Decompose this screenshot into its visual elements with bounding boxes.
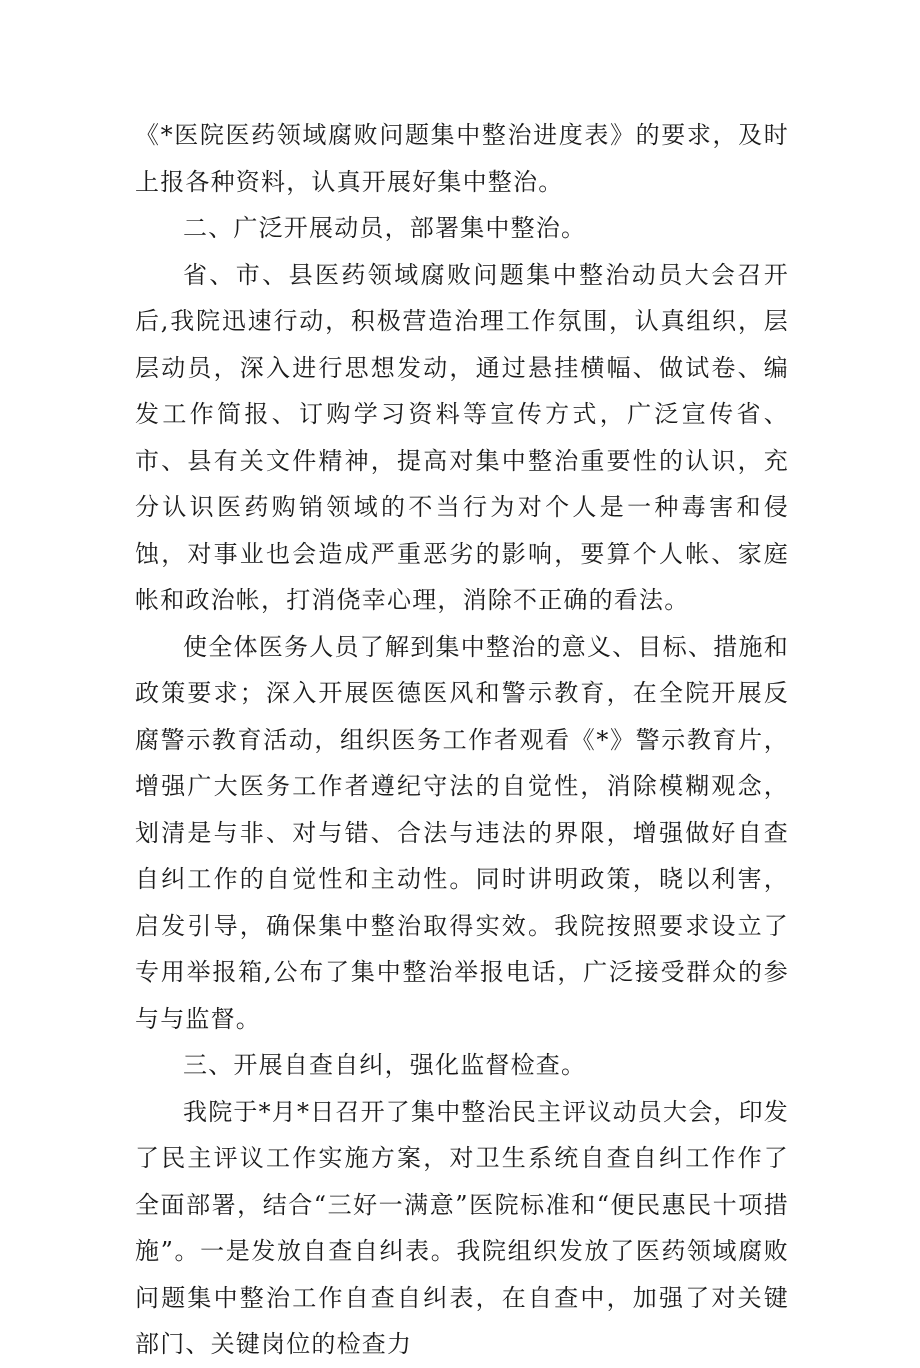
section-heading-2: 二、广泛开展动员，部署集中整治。 xyxy=(183,214,587,242)
paragraph-mobilization: 省、市、县医药领域腐败问题集中整治动员大会召开后,我院迅速行动，积极营造治理工作氛围，认真组织，层层动员，深入进行思想发动，通过悬挂横幅、做试卷、编发工作简报、订购学习资料等宣传方式，广泛宣传省、市、县有关文件精神，提高对集中整治重要性的认识，充分认识医药购销领域的不当行为对个人是一种毒害和侵蚀，对事业也会造成严重恶劣的影响，要算个人帐、家庭帐和政治帐，打消侥幸心理，消除不正确的看法。 xyxy=(135,260,789,614)
paragraph-continuation: 《*医院医药领域腐败问题集中整治进度表》的要求，及时上报各种资料，认真开展好集中整治。 xyxy=(135,121,789,196)
paragraph-self-inspection: 我院于*月*日召开了集中整治民主评议动员大会，印发了民主评议工作实施方案，对卫生系统自查自纠工作作了全面部署，结合“三好一满意”医院标准和“便民惠民十项措施”。一是发放自查自纠表。我院组织发放了医药领域腐败问题集中整治工作自查自纠表，在自查中，加强了对关键部门、关键岗位的检查力 xyxy=(135,1097,789,1358)
section-heading-3: 三、开展自查自纠，强化监督检查。 xyxy=(183,1051,587,1079)
paragraph-education: 使全体医务人员了解到集中整治的意义、目标、措施和政策要求；深入开展医德医风和警示教育，在全院开展反腐警示教育活动，组织医务工作者观看《*》警示教育片，增强广大医务工作者遵纪守法的自觉性，消除模糊观念，划清是与非、对与错、合法与违法的界限，增强做好自查自纠工作的自觉性和主动性。同时讲明政策，晓以利害，启发引导，确保集中整治取得实效。我院按照要求设立了专用举报箱,公布了集中整治举报电话，广泛接受群众的参与与监督。 xyxy=(135,632,789,1033)
document-body xyxy=(135,112,789,1368)
